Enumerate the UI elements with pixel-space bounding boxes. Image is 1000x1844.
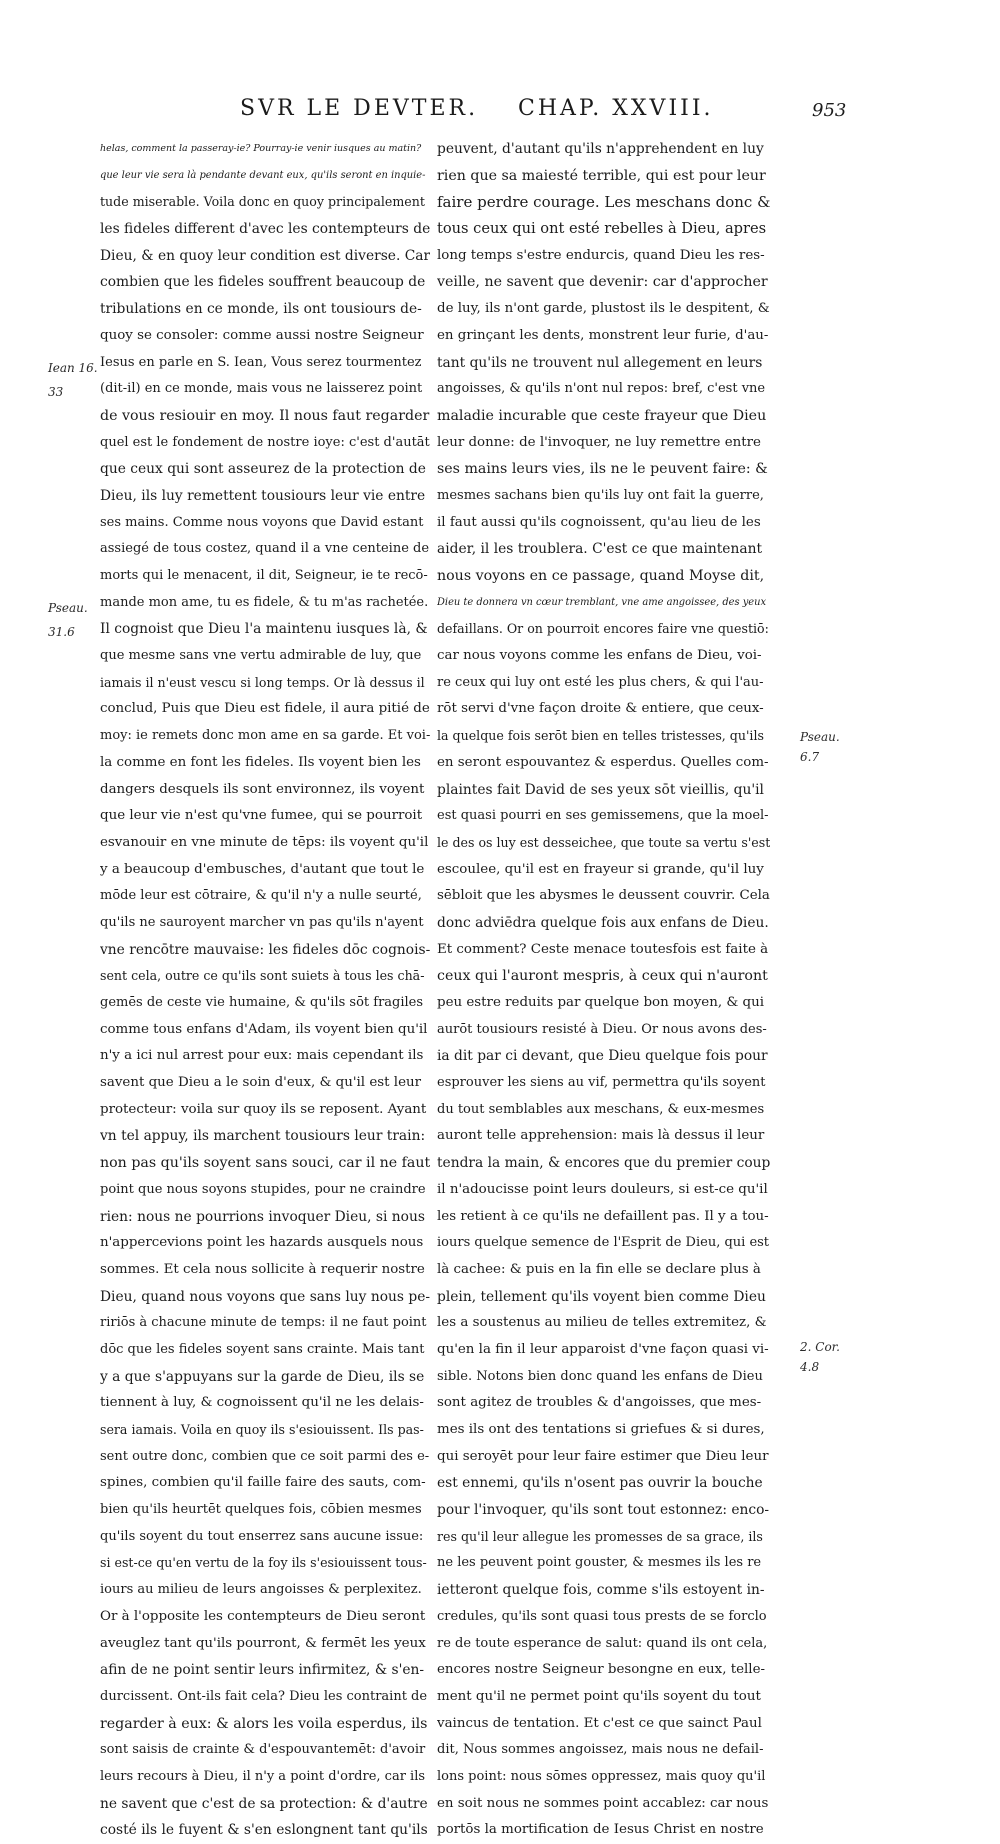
text-line: du tout semblables aux meschans, & eux-mesmes [437, 1101, 765, 1117]
text-line: sommes. Et cela nous sollicite à requerir nostre [100, 1261, 425, 1277]
text-line: ne savent que c'est de sa protection: & d'autre [100, 1795, 428, 1812]
text-line: qu'ils ne sauroyent marcher vn pas qu'ils n'ayent [100, 914, 424, 930]
text-line: plaintes fait David de ses yeux sōt vieillis, qu'il [437, 781, 764, 798]
text-line: moy: ie remets donc mon ame en sa garde. Et voi- [100, 728, 430, 744]
text-line: iours au milieu de leurs angoisses & perplexitez. [100, 1582, 422, 1598]
text-line: esvanouir en vne minute de tēps: ils voyent qu'il [100, 834, 429, 850]
text-line: car nous voyons comme les enfans de Dieu, voi- [437, 648, 762, 664]
text-line: tribulations en ce monde, ils ont tousiours de- [100, 301, 422, 318]
text-line: mande mon ame, tu es fidele, & tu m'as rachetée. [100, 594, 429, 610]
text-line: Et comment? Ceste menace toutesfois est faite à [437, 941, 769, 957]
margin-note-line: 2. Cor. [800, 1340, 840, 1354]
text-line: si est-ce qu'en vertu de la foy ils s'esiouissent tous- [100, 1555, 427, 1571]
text-line: nous voyons en ce passage, quand Moyse dit, [437, 568, 765, 584]
text-line: la comme en font les fideles. Ils voyent bien les [100, 754, 421, 770]
text-line: savent que Dieu a le soin d'eux, & qu'il est leur [100, 1075, 422, 1091]
margin-note-pseau-6 [800, 730, 840, 764]
text-line: que leur vie sera là pendante devant eux, qu'ils seront en inquie- [100, 169, 426, 181]
text-line: Il cognoist que Dieu l'a maintenu iusques là, & [100, 621, 428, 638]
text-line: quoy se consoler: comme aussi nostre Seigneur [100, 327, 424, 343]
text-line: qui seroyēt pour leur faire estimer que Dieu leur [437, 1448, 769, 1464]
text-line: afin de ne point sentir leurs infirmitez, & s'en- [100, 1662, 425, 1679]
text-line: ses mains leurs vies, ils ne le peuvent faire: & [437, 461, 768, 478]
text-line: ne les peuvent point gouster, & mesmes ils les re [437, 1555, 762, 1571]
text-line: sont saisis de crainte & d'espouvantemēt: d'avoir [100, 1742, 426, 1758]
running-header [0, 96, 1000, 132]
margin-note-cor [800, 1340, 840, 1374]
text-line: mesmes sachans bien qu'ils luy ont fait la guerre, [437, 487, 764, 503]
running-title-left: SVR LE DEVTER. [240, 96, 479, 121]
text-line: dangers desquels ils sont environnez, ils voyent [100, 781, 425, 797]
text-line: ririōs à chacune minute de temps: il ne faut point [100, 1315, 427, 1331]
text-line: qu'en la fin il leur apparoist d'vne façon quasi vi- [437, 1341, 769, 1357]
text-line: re ceux qui luy ont esté les plus chers, & qui l'au- [437, 674, 764, 690]
text-line: ses mains. Comme nous voyons que David estant [100, 514, 424, 530]
text-line: lons point: nous sōmes oppressez, mais quoy qu'il [437, 1768, 766, 1784]
text-line: morts qui le menacent, il dit, Seigneur, ie te recō- [100, 568, 428, 583]
text-line: ia dit par ci devant, que Dieu quelque fois pour [437, 1048, 768, 1065]
text-line: que ceux qui sont asseurez de la protection de [100, 461, 426, 478]
margin-note-line: 31.6 [48, 625, 75, 639]
margin-note-line: Iean 16. [48, 361, 98, 375]
running-title-chapter: CHAP. XXVIII. [518, 96, 714, 121]
text-line: ment qu'il ne permet point qu'ils soyent du tout [437, 1688, 761, 1704]
text-line: tendra la main, & encores que du premier coup [437, 1155, 770, 1172]
text-line: escoulee, qu'il est en frayeur si grande, qu'il luy [437, 861, 764, 877]
text-line: aurōt tousiours resisté à Dieu. Or nous avons des- [437, 1021, 767, 1037]
text-line: est ennemi, qu'ils n'osent pas ouvrir la bouche [437, 1475, 763, 1492]
text-line: le des os luy est desseichee, que toute sa vertu s'est [437, 834, 770, 850]
text-line: que mesme sans vne vertu admirable de luy, que [100, 648, 422, 664]
text-line: dōc que les fideles soyent sans crainte. Mais tant [100, 1341, 425, 1357]
text-line: rien: nous ne pourrions invoquer Dieu, si nous [100, 1208, 425, 1225]
text-line: veille, ne savent que devenir: car d'approcher [437, 274, 768, 291]
text-line: non pas qu'ils soyent sans souci, car il ne faut [100, 1155, 430, 1172]
text-line: Dieu, & en quoy leur condition est diverse. Car [100, 247, 430, 264]
text-line: sera iamais. Voila en quoy ils s'esiouissent. Ils pas- [100, 1422, 424, 1437]
text-line: aveuglez tant qu'ils pourront, & fermēt les yeux [100, 1635, 426, 1651]
text-line: tude miserable. Voila donc en quoy principalement [100, 194, 425, 210]
text-line: combien que les fideles souffrent beaucoup de [100, 274, 426, 291]
text-line: esprouver les siens au vif, permettra qu'ils soyent [437, 1075, 766, 1091]
text-line: n'y a ici nul arrest pour eux: mais cependant ils [100, 1048, 424, 1064]
text-line: leur donne: de l'invoquer, ne luy remettre entre [437, 434, 761, 450]
text-line: là cachee: & puis en la fin elle se declare plus à [437, 1261, 761, 1277]
text-line: il faut aussi qu'ils cognoissent, qu'au lieu de les [437, 514, 761, 530]
text-line: defaillans. Or on pourroit encores faire vne questiō: [437, 621, 769, 637]
text-line: bien qu'ils heurtēt quelques fois, cōbien mesmes [100, 1502, 422, 1518]
text-line: faire perdre courage. Les meschans donc & [437, 193, 770, 212]
text-line: les fideles different d'avec les contempteurs de [100, 221, 430, 238]
text-line: leurs recours à Dieu, il n'y a point d'ordre, car ils [100, 1768, 426, 1784]
text-line: que leur vie n'est qu'vne fumee, qui se pourroit [100, 808, 423, 824]
text-line: vn tel appuy, ils marchent tousiours leur train: [100, 1128, 426, 1145]
text-line: plein, tellement qu'ils voyent bien comme Dieu [437, 1288, 766, 1305]
text-line: sēbloit que les abysmes le deussent couvrir. Cela [437, 888, 770, 904]
text-line: il n'adoucisse point leurs douleurs, si est-ce qu'il [437, 1181, 768, 1197]
text-line: de vous resiouir en moy. Il nous faut regarder [100, 407, 430, 424]
text-line: qu'ils soyent du tout enserrez sans aucune issue: [100, 1528, 424, 1544]
text-line: long temps s'estre endurcis, quand Dieu les res- [437, 247, 765, 263]
text-line: spines, combien qu'il faille faire des sauts, com- [100, 1475, 426, 1491]
text-line: en seront espouvantez & esperdus. Quelles com- [437, 754, 769, 770]
page-number: 953 [812, 100, 847, 121]
margin-note-jean [48, 361, 98, 399]
text-line: Dieu te donnera vn cœur tremblant, vne ame angoissee, des yeux [437, 596, 767, 608]
text-line: costé ils le fuyent & s'en eslongnent tant qu'ils [100, 1822, 428, 1839]
text-line: vaincus de tentation. Et c'est ce que sainct Paul [437, 1715, 762, 1731]
text-line: Iesus en parle en S. Iean, Vous serez tourmentez [100, 354, 422, 370]
text-line: mes ils ont des tentations si griefues & si dures, [437, 1422, 765, 1437]
text-line: tous ceux qui ont esté rebelles à Dieu, apres [437, 220, 767, 238]
text-line: comme tous enfans d'Adam, ils voyent bien qu'il [100, 1021, 428, 1037]
text-line: point que nous soyons stupides, pour ne craindre [100, 1181, 426, 1197]
text-line: angoisses, & qu'ils n'ont nul repos: bref, c'est vne [437, 381, 766, 397]
text-line: peu estre reduits par quelque bon moyen, & qui [437, 995, 764, 1010]
text-line: vne rencōtre mauvaise: les fideles dōc cognois- [100, 941, 430, 958]
text-line: pour l'invoquer, qu'ils sont tout estonnez: enco- [437, 1502, 770, 1519]
text-line: (dit-il) en ce monde, mais vous ne laisserez point [100, 381, 423, 397]
text-line: quel est le fondement de nostre ioye: c'est d'autāt [100, 434, 430, 450]
text-line: sible. Notons bien donc quand les enfans de Dieu [437, 1368, 763, 1384]
text-line: Dieu, ils luy remettent tousiours leur vie entre [100, 487, 426, 504]
text-line: rien que sa maiesté terrible, qui est pour leur [437, 167, 766, 184]
text-line: iours quelque semence de l'Esprit de Dieu, qui est [437, 1235, 770, 1251]
text-line: conclud, Puis que Dieu est fidele, il aura pitié de [100, 701, 430, 717]
text-column-left [100, 136, 430, 1844]
text-line: mōde leur est cōtraire, & qu'il n'y a nulle seurté, [100, 888, 422, 904]
text-line: ceux qui l'auront mespris, à ceux qui n'auront [437, 968, 768, 985]
text-line: est quasi pourri en ses gemissemens, que la moel- [437, 808, 769, 824]
text-line: en soit nous ne sommes point accablez: car nous [437, 1795, 769, 1811]
text-line: protecteur: voila sur quoy ils se reposent. Ayant [100, 1101, 427, 1117]
text-line: sont agitez de troubles & d'angoisses, que mes- [437, 1395, 762, 1411]
text-column-right [437, 136, 770, 1844]
text-line: regarder à eux: & alors les voila esperdus, ils [100, 1715, 428, 1732]
text-line: n'appercevions point les hazards ausquels nous [100, 1235, 424, 1251]
text-line: res qu'il leur allegue les promesses de sa grace, ils [437, 1528, 763, 1544]
margin-note-line: Pseau. [48, 601, 88, 615]
text-line: dit, Nous sommes angoissez, mais nous ne defail- [437, 1742, 764, 1758]
text-line: y a que s'appuyans sur la garde de Dieu, ils se [100, 1368, 425, 1385]
text-line: les retient à ce qu'ils ne defaillent pas. Il y a tou- [437, 1208, 769, 1224]
margin-note-line: 6.7 [800, 750, 820, 764]
text-line: ietteront quelque fois, comme s'ils estoyent in- [437, 1582, 765, 1599]
text-line: peuvent, d'autant qu'ils n'apprehendent en luy [437, 141, 764, 157]
text-line: Dieu, quand nous voyons que sans luy nous pe- [100, 1288, 430, 1305]
margin-note-line: 33 [48, 385, 64, 399]
text-line: tiennent à luy, & cognoissent qu'il ne les delais- [100, 1395, 424, 1411]
text-line: sent cela, outre ce qu'ils sont suiets à tous les chā- [100, 968, 425, 984]
text-line: iamais il n'eust vescu si long temps. Or là dessus il [100, 674, 425, 690]
text-line: maladie incurable que ceste frayeur que Dieu [437, 407, 767, 424]
text-line: aider, il les troublera. C'est ce que maintenant [437, 541, 763, 558]
text-line: gemēs de ceste vie humaine, & qu'ils sōt fragiles [100, 995, 424, 1010]
text-line: encores nostre Seigneur besongne en eux, telle- [437, 1662, 766, 1678]
text-line: credules, qu'ils sont quasi tous prests de se forclo [437, 1608, 767, 1624]
text-line: auront telle apprehension: mais là dessus il leur [437, 1128, 765, 1144]
text-line: tant qu'ils ne trouvent nul allegement en leurs [437, 354, 763, 371]
text-line: durcissent. Ont-ils fait cela? Dieu les contraint de [100, 1688, 428, 1704]
text-line: la quelque fois serōt bien en telles tristesses, qu'ils [437, 728, 764, 744]
text-line: assiegé de tous costez, quand il a vne centeine de [100, 541, 430, 557]
text-line: portōs la mortification de Iesus Christ en nostre [437, 1822, 764, 1838]
text-line: les a soustenus au milieu de telles extremitez, & [437, 1315, 767, 1331]
margin-note-line: 4.8 [800, 1360, 820, 1374]
text-line: helas, comment la passeray-ie? Pourray-ie venir iusques au matin? [100, 143, 422, 154]
text-line: sent outre donc, combien que ce soit parmi des e- [100, 1448, 430, 1464]
margin-note-pseau-31 [48, 601, 88, 639]
margin-note-line: Pseau. [800, 730, 840, 744]
text-line: en grinçant les dents, monstrent leur furie, d'au- [437, 327, 769, 343]
text-line: y a beaucoup d'embusches, d'autant que tout le [100, 861, 425, 877]
text-line: Or à l'opposite les contempteurs de Dieu seront [100, 1608, 426, 1624]
text-line: de luy, ils n'ont garde, plustost ils le despitent, & [437, 301, 770, 317]
text-line: donc adviēdra quelque fois aux enfans de Dieu. [437, 914, 769, 931]
text-line: rōt servi d'vne façon droite & entiere, que ceux- [437, 701, 764, 717]
text-line: re de toute esperance de salut: quand ils ont cela, [437, 1635, 768, 1651]
